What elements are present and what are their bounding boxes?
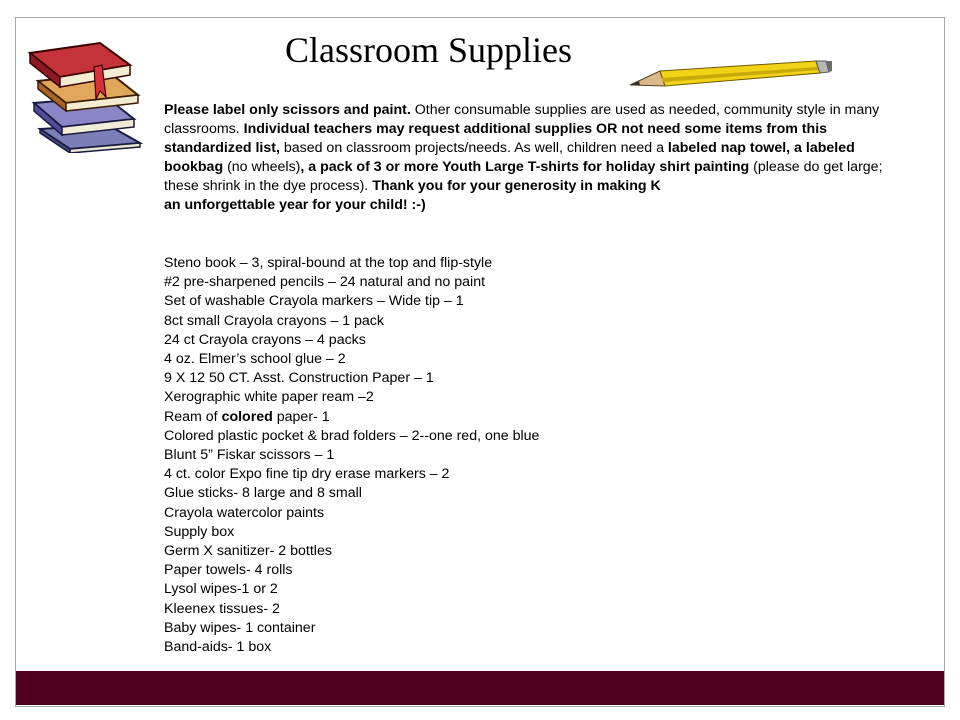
intro-bold-label-note: Please label only scissors and paint. <box>164 102 411 118</box>
list-item: Xerographic white paper ream –2 <box>164 389 374 406</box>
list-item-bold: colored <box>221 408 273 425</box>
list-item: Band-aids- 1 box <box>164 639 272 656</box>
list-item: Set of washable Crayola markers – Wide tip – 1 <box>164 293 464 310</box>
list-item-prefix: Ream of <box>164 408 222 425</box>
intro-needs-note: based on classroom projects/needs. As well, children need a <box>279 140 668 156</box>
list-item: Crayola watercolor paints <box>164 504 325 521</box>
intro-no-wheels: (no wheels) <box>223 159 301 175</box>
list-item: Lysol wipes-1 or 2 <box>164 581 278 598</box>
list-item: Baby wipes- 1 container <box>164 619 316 636</box>
list-item: Glue sticks- 8 large and 8 small <box>164 485 362 502</box>
page-title: Classroom Supplies <box>285 30 573 70</box>
list-item: Colored plastic pocket & brad folders – 2--one red, one blue <box>164 427 540 444</box>
list-item: Germ X sanitizer- 2 bottles <box>164 543 332 560</box>
intro-paragraph <box>164 101 904 196</box>
intro-closing <box>164 196 904 215</box>
intro-consumable-note: Other consumable supplies are used as needed, community style in many classrooms. <box>164 102 880 137</box>
intro-text <box>164 101 904 215</box>
list-item: 9 X 12 50 CT. Asst. Construction Paper – 1 <box>164 370 434 387</box>
list-item: 24 ct Crayola crayons – 4 packs <box>164 331 366 348</box>
pencil-icon <box>628 58 833 94</box>
list-item <box>164 408 864 427</box>
intro-bold-tshirts: , a pack of 3 or more Youth Large T-shirts for holiday shirt painting <box>300 159 750 175</box>
intro-bold-thanks: Thank you for your generosity in making K <box>372 178 661 194</box>
intro-bold-teacher-note: Individual teachers may request additional supplies OR not need some items from this standardized list, <box>164 121 828 156</box>
intro-shrink-note: (please do get large; these shrink in the dye process). <box>164 159 883 194</box>
list-item: Blunt 5” Fiskar scissors – 1 <box>164 447 335 464</box>
list-item: #2 pre-sharpened pencils – 24 natural and no paint <box>164 274 486 291</box>
supply-list <box>164 254 864 657</box>
intro-bold-nap-towel: labeled nap towel, a labeled bookbag <box>164 140 855 175</box>
list-item: 4 ct. color Expo fine tip dry erase markers – 2 <box>164 466 450 483</box>
footer-band <box>16 671 944 705</box>
list-item: 8ct small Crayola crayons – 1 pack <box>164 312 384 329</box>
list-item: Paper towels- 4 rolls <box>164 562 293 579</box>
intro-closing-text: an unforgettable year for your child! :-) <box>164 197 426 213</box>
list-item: 4 oz. Elmer’s school glue – 2 <box>164 351 346 368</box>
list-item: Steno book – 3, spiral-bound at the top and flip-style <box>164 255 493 271</box>
list-item: Kleenex tissues- 2 <box>164 600 280 617</box>
list-item: Supply box <box>164 523 235 540</box>
list-item-suffix: paper- 1 <box>272 408 330 425</box>
stacked-books-icon <box>22 33 152 153</box>
